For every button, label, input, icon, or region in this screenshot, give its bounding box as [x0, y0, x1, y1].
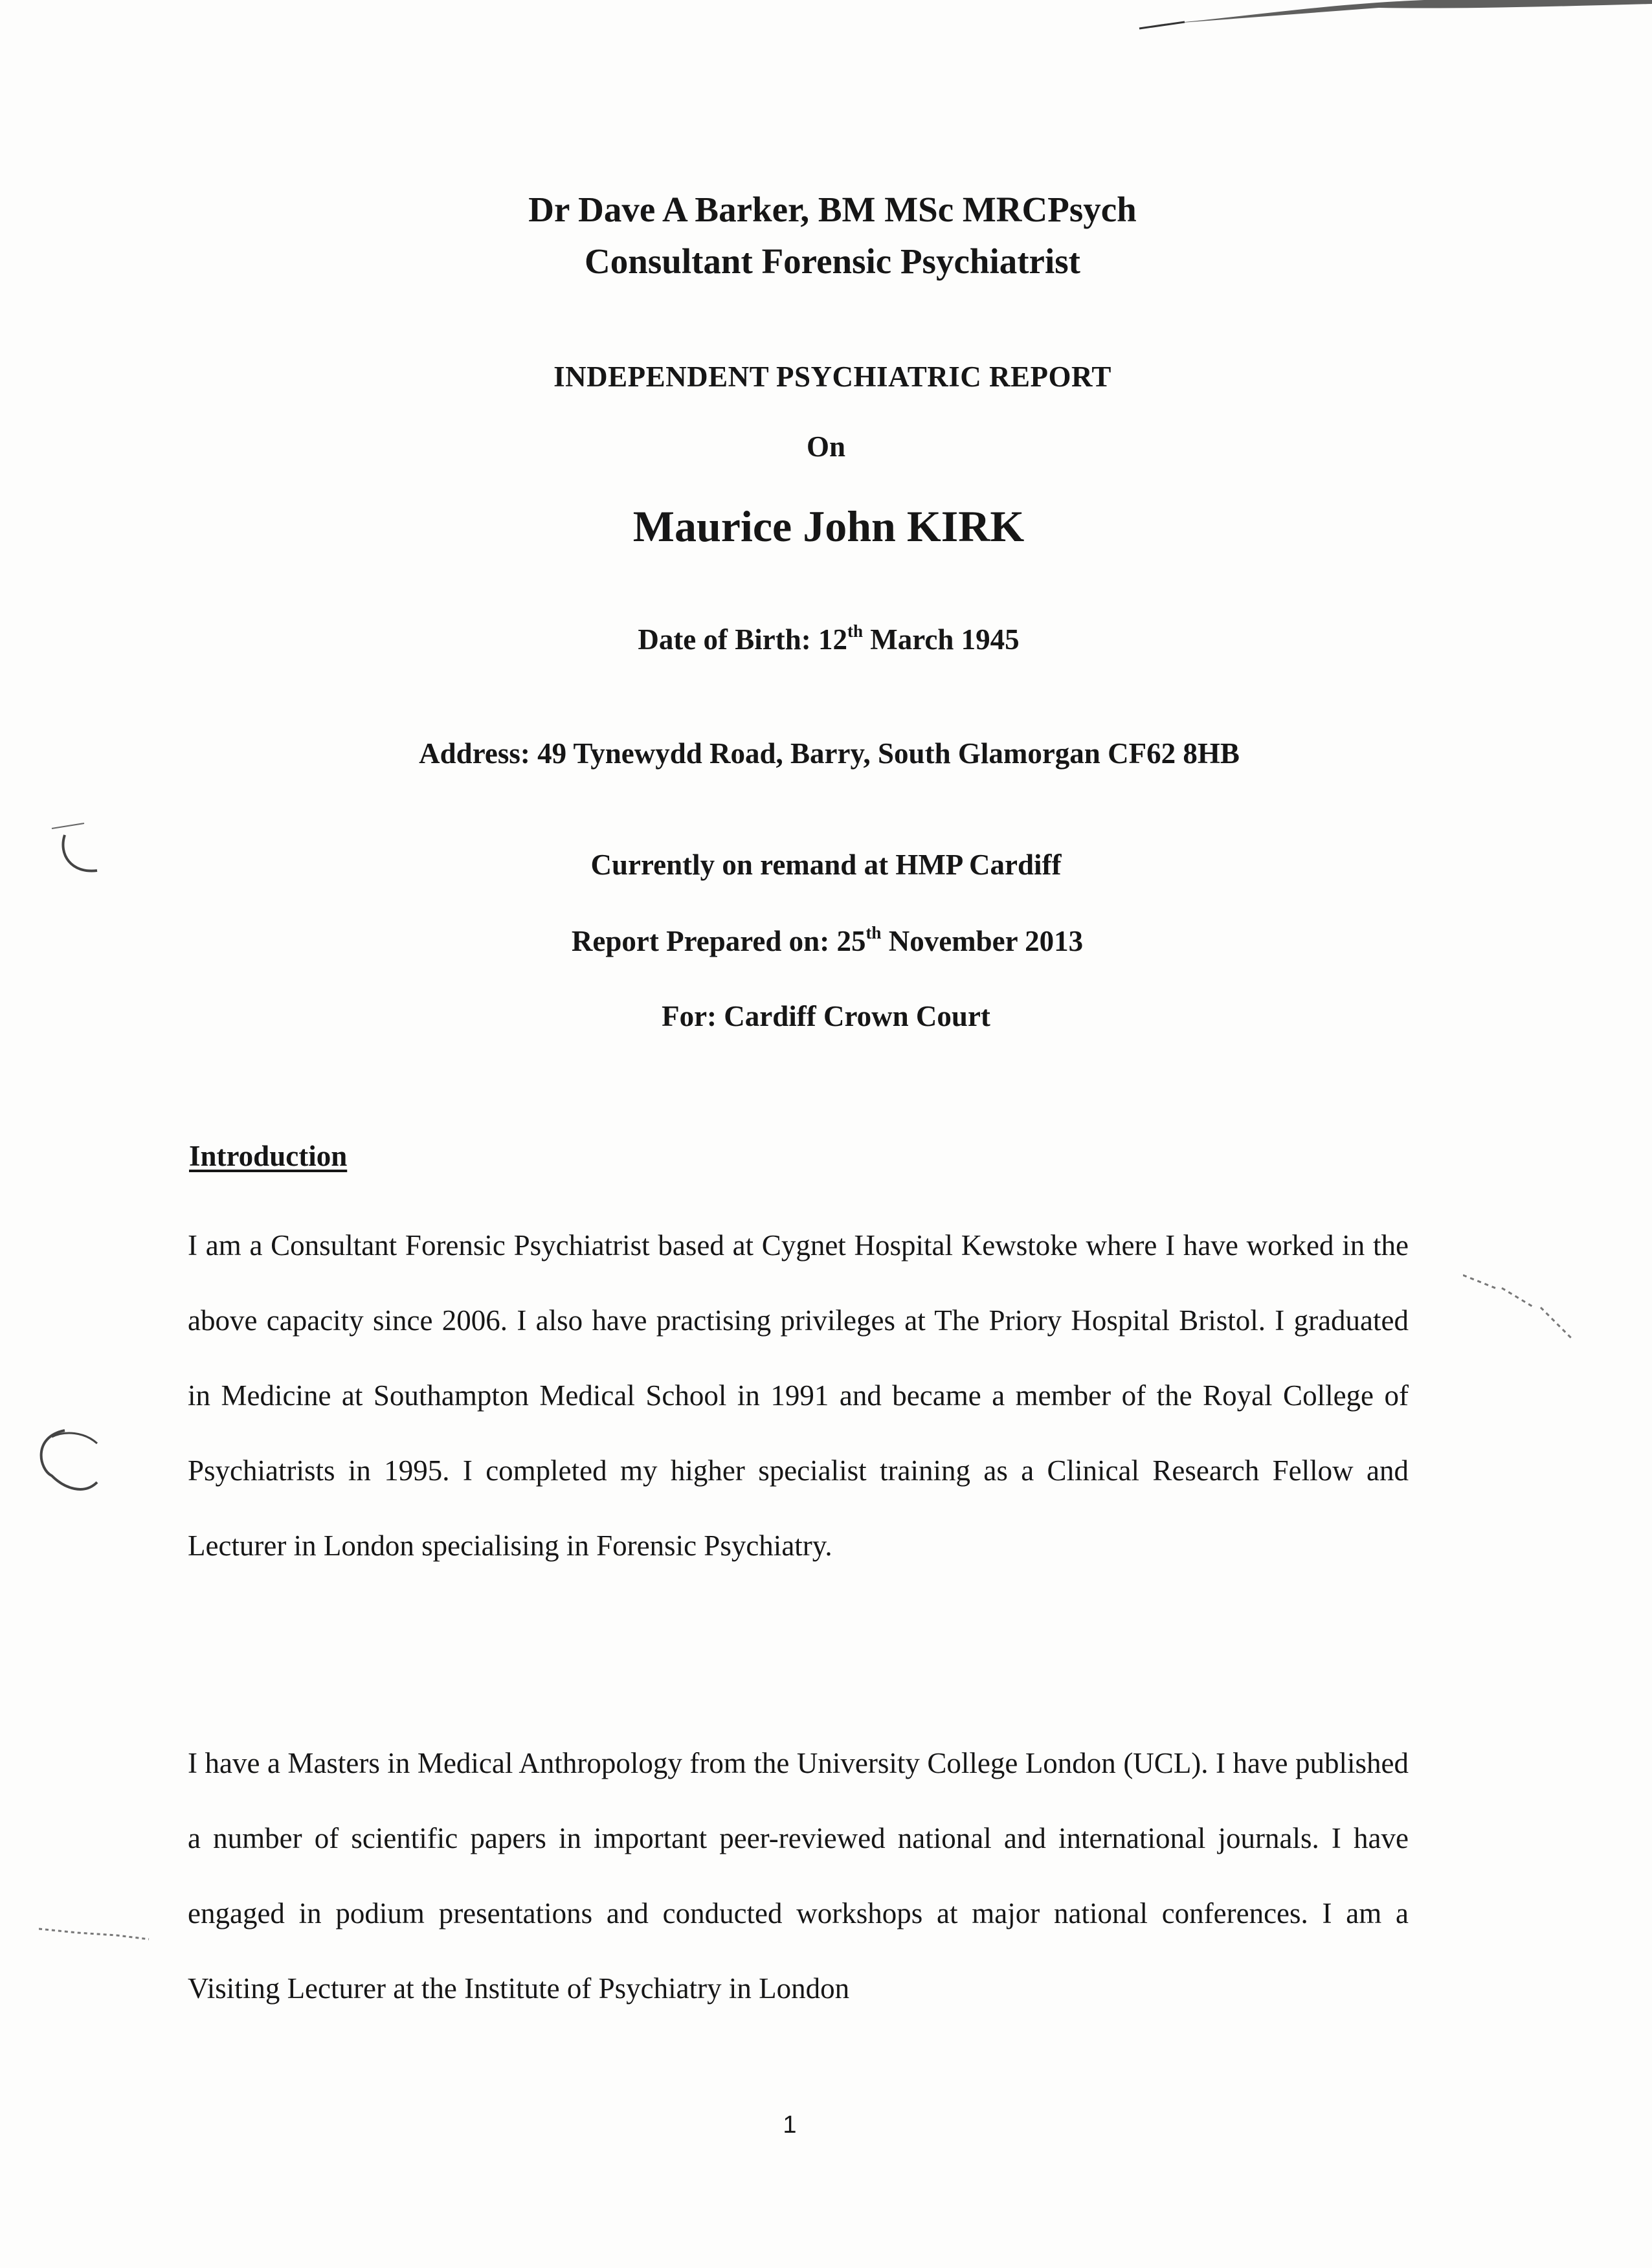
- scan-artifact-left: [39, 1916, 155, 1948]
- page-number: 1: [783, 2111, 797, 2139]
- dob-day: 12: [818, 623, 848, 656]
- for-label: For:: [662, 1000, 717, 1032]
- for-value: Cardiff Crown Court: [724, 1000, 990, 1032]
- prepared-suffix: th: [865, 923, 882, 943]
- remand-status: Currently on remand at HMP Cardiff: [590, 849, 1062, 881]
- scan-artifact-top: [1100, 0, 1652, 39]
- introduction-heading: Introduction: [189, 1140, 348, 1172]
- report-for: [0, 999, 1652, 1033]
- subject-name: Maurice John KIRK: [632, 502, 1025, 551]
- dob-suffix: th: [847, 621, 864, 641]
- author-title: Consultant Forensic Psychiatrist: [585, 241, 1080, 281]
- prepared-rest: November 2013: [888, 925, 1084, 957]
- report-type: INDEPENDENT PSYCHIATRIC REPORT: [553, 361, 1111, 393]
- report-prepared-date: [1, 924, 1652, 958]
- prepared-label: Report Prepared on:: [571, 925, 830, 957]
- introduction-paragraph-1: I am a Consultant Forensic Psychiatrist based at Cygnet Hospital Kewstoke where I have worked in the above capacity since 2006. I also have practising privileges at The Priory Hospital Bristol. I graduated in Medicine at Southampton Medical School in 1991 and became a member of the Royal College of Psychiatrists in 1995. I completed my higher specialist training as a Clinical Research Fellow and Lecturer in London specialising in Forensic Psychiatry.: [188, 1229, 1409, 1562]
- hole-punch-mark-lower: [26, 1418, 104, 1508]
- address-value: 49 Tynewydd Road, Barry, South Glamorgan CF62 8HB: [537, 737, 1240, 770]
- dob-rest: March 1945: [870, 623, 1020, 656]
- author-name: Dr Dave A Barker, BM MSc MRCPsych: [528, 190, 1137, 229]
- address: [3, 737, 1652, 770]
- dob-label: Date of Birth:: [638, 623, 811, 656]
- address-label: Address:: [419, 737, 530, 770]
- report-on-label: On: [806, 430, 846, 463]
- date-of-birth: [3, 623, 1652, 656]
- prepared-day: 25: [836, 925, 866, 957]
- scan-artifact-right: [1463, 1269, 1592, 1353]
- introduction-paragraph-2: I have a Masters in Medical Anthropology from the University College London (UCL). I have published a number of scientific papers in important peer-reviewed national and international journals. I have engaged in podium presentations and conducted workshops at major national conferences. I am a Visiting Lecturer at the Institute of Psychiatry in London: [188, 1747, 1409, 2005]
